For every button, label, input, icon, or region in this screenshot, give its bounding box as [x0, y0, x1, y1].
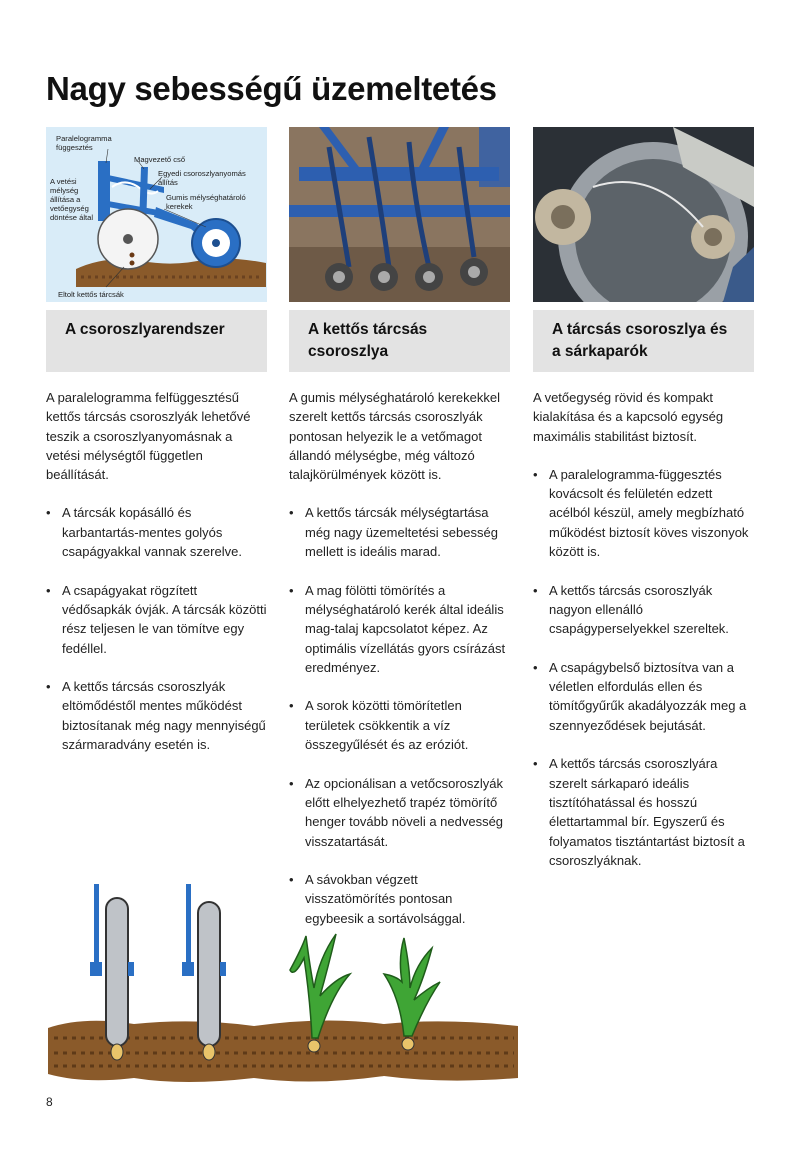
seeder-photo-drawing — [289, 127, 510, 302]
seeder-photo — [289, 127, 510, 302]
column-heading: A tárcsás csoroszlya és a sárkaparók — [533, 310, 754, 372]
column-body — [289, 388, 510, 928]
column-disc-coulter-scrapers — [533, 127, 754, 889]
bullet-item: • A kettős tárcsák mélységtartása még nagy üzemeltetési sebesség mellett is ideális marad. — [289, 503, 510, 561]
column-body — [46, 388, 267, 754]
label-seed-tube: Magvezető cső — [134, 155, 186, 164]
page-title: Nagy sebességű üzemeltetés — [46, 70, 497, 107]
label-depth-setting: A vetési mélység állítása a vetőegység döntése által — [50, 177, 94, 222]
label-offset-discs: Eltolt kettős tárcsák — [58, 290, 124, 299]
bullet-item: • A kettős tárcsás csoroszlyák nagyon ellenálló csapágyperselyekkel szereltek. — [533, 581, 754, 639]
column-intro: A paralelogramma felfüggesztésű kettős tárcsás csoroszlyák lehetővé teszik a csoroszlyanyomásnak a vetési mélységtől független beállítását. — [46, 390, 251, 483]
column-heading: A csoroszlyarendszer — [46, 310, 267, 372]
bullet-item: • A kettős tárcsás csoroszlyák eltömődéstől mentes működést biztosítanak még nagy mennyiségű szármaradvány esetén is. — [46, 677, 267, 754]
bullet-item: • A paralelogramma-függesztés kovácsolt és felületén edzett acélból készül, amely megbízható működést biztosít köves viszonyok között is. — [533, 465, 754, 561]
label-pressure: Egyedi csoroszlyanyomás állítás — [158, 169, 246, 187]
coulter-diagram — [46, 127, 267, 302]
bullet-item: • A csapágyakat rögzített védősapkák óvják. A tárcsák közötti rész teljesen le van tömítve egy fedéllel. — [46, 581, 267, 658]
scraper-photo — [533, 127, 754, 302]
column-intro: A vetőegység rövid és kompakt kialakítása és a kapcsoló egység maximális stabilitást biztosít. — [533, 390, 724, 444]
page-number: 8 — [46, 1095, 53, 1109]
bullet-list — [289, 503, 510, 928]
bullet-list — [46, 503, 267, 754]
label-parallelogram: Paralelogramma függesztés — [56, 134, 112, 152]
column-double-disc-coulter — [289, 127, 510, 947]
column-body — [533, 388, 754, 870]
bullet-list — [533, 465, 754, 870]
column-intro: A gumis mélységhatároló kerekekkel szerelt kettős tárcsás csoroszlyák pontosan helyezik le a vetőmagot állandó mélységbe, még változó talajkörülmények között is. — [289, 390, 500, 483]
bullet-item: • A mag fölötti tömörítés a mélységhatároló kerék által ideális mag-talaj kapcsolatot képez. Az optimális vízellátás gyors csírázást eredményez. — [289, 581, 510, 677]
bullet-item: • A sorok közötti tömörítetlen területek csökkentik a víz összegyűlését és az eróziót. — [289, 696, 510, 754]
bullet-item: • A tárcsák kopásálló és karbantartás-mentes golyós csapágyakkal vannak szerelve. — [46, 503, 267, 561]
scraper-photo-drawing — [533, 127, 754, 302]
bullet-item: • Az opcionálisan a vetőcsoroszlyák előtt elhelyezhető trapéz tömörítő henger tovább növeli a nedvesség visszatartását. — [289, 774, 510, 851]
column-heading: A kettős tárcsás csoroszlya — [289, 310, 510, 372]
bullet-item: • A kettős tárcsás csoroszlyára szerelt sárkaparó ideális tisztítóhatással és hosszú élettartammal bír. Egyszerű és folyamatos tisztántartást biztosít a csoroszlyáknak. — [533, 754, 754, 870]
column-coulter-system — [46, 127, 267, 774]
label-depth-wheel: Gumis mélységhatároló kerekek — [166, 193, 246, 211]
bullet-item: • A csapágybelső biztosítva van a véletlen elfordulás ellen és tömítőgyűrűk akadályozzák meg a szennyeződések bejutását. — [533, 658, 754, 735]
bullet-item: • A sávokban végzett visszatömörítés pontosan egybeesik a sortávolsággal. — [289, 870, 510, 928]
soil-seeding-illustration — [44, 878, 524, 1088]
